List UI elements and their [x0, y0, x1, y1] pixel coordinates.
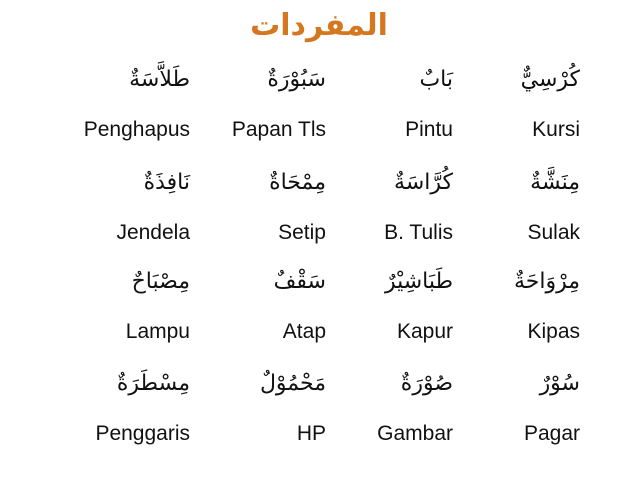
indonesian-word: Lampu	[125, 320, 190, 343]
arabic-word: كُرَّاسَةٌ	[394, 170, 453, 195]
arabic-word: بَابٌ	[419, 67, 453, 92]
indonesian-word: Jendela	[116, 221, 190, 244]
indonesian-word: Sulak	[527, 221, 580, 244]
arabic-word: مَحْمُوْلٌ	[259, 371, 326, 396]
vocab-item	[430, 60, 580, 142]
arabic-word: مِصْبَاحٌ	[131, 269, 190, 294]
indonesian-word: Kapur	[396, 320, 453, 343]
arabic-word: صُوْرَةٌ	[400, 371, 453, 396]
indonesian-word: Gambar	[377, 422, 453, 445]
indonesian-word: B. Tulis	[384, 221, 453, 244]
arabic-word: طَلاَّسَةٌ	[129, 67, 190, 92]
arabic-word: مِرْوَاحَةٌ	[513, 269, 580, 294]
arabic-word: مِنَشَّةٌ	[530, 170, 580, 195]
indonesian-word: Pagar	[523, 422, 580, 445]
arabic-word: سُوْرٌ	[539, 371, 580, 396]
arabic-word: مِمْحَاةٌ	[269, 170, 326, 195]
indonesian-word: Penghapus	[83, 118, 190, 141]
vocab-item	[40, 60, 190, 142]
vocab-item	[430, 364, 580, 446]
arabic-word: سَبُوْرَةٌ	[267, 67, 326, 92]
vocab-item	[430, 163, 580, 245]
vocab-item	[40, 364, 190, 446]
indonesian-word: Kipas	[527, 320, 580, 343]
indonesian-word: Pintu	[405, 118, 453, 141]
indonesian-word: Papan Tls	[231, 118, 326, 141]
vocab-item	[40, 262, 190, 344]
arabic-word: سَقْفٌ	[273, 269, 326, 294]
arabic-word: مِسْطَرَةٌ	[116, 371, 190, 396]
indonesian-word: Penggaris	[95, 422, 190, 445]
indonesian-word: HP	[296, 422, 326, 445]
page-title: المفردات	[250, 8, 388, 43]
arabic-word: نَافِذَةٌ	[143, 170, 190, 195]
arabic-word: كُرْسِيٌّ	[520, 67, 580, 92]
indonesian-word: Atap	[282, 320, 326, 343]
vocab-item	[40, 163, 190, 245]
vocab-item	[430, 262, 580, 344]
indonesian-word: Kursi	[532, 118, 580, 141]
indonesian-word: Setip	[278, 221, 326, 244]
arabic-word: طَبَاشِيْرٌ	[384, 269, 453, 294]
